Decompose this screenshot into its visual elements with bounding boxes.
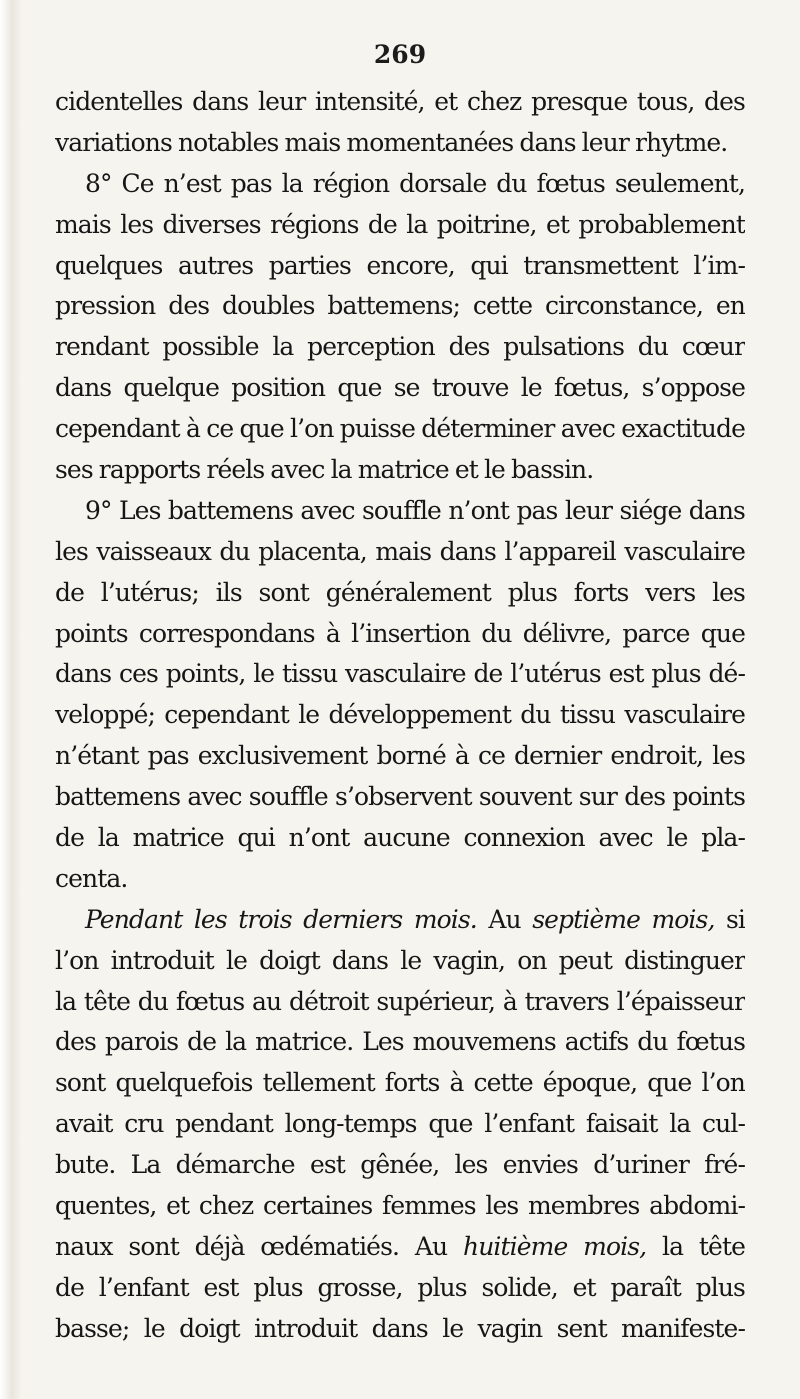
text-line: mais les diverses régions de la poitrine, et probablement xyxy=(55,209,745,239)
text-line: cidentelles dans leur intensité, et chez presque tous, des xyxy=(55,87,745,116)
italic-text: septième mois, xyxy=(532,904,715,934)
text-line: ses rapports réels avec la matrice et le bassin. xyxy=(55,455,594,485)
text-line: les vaisseaux du placenta, mais dans l’appareil vasculaire xyxy=(55,536,745,566)
text-line: l’on introduit le doigt dans le vagin, on peut distinguer xyxy=(55,945,745,975)
text-line xyxy=(55,900,745,941)
text-line: de l’enfant est plus grosse, plus solide, et paraît plus xyxy=(55,1272,745,1302)
text-line: cependant à ce que l’on puisse déterminer avec exactitude xyxy=(55,414,745,444)
text-line: dans quelque position que se trouve le fœtus, s’oppose xyxy=(55,373,745,403)
text-line xyxy=(55,1227,745,1268)
body-text xyxy=(55,82,745,1350)
text-line: sont quelquefois tellement forts à cette époque, que l’on xyxy=(55,1068,745,1098)
text-line: veloppé; cependant le développement du tissu vasculaire xyxy=(55,700,745,730)
text-line: rendant possible la perception des pulsations du cœur xyxy=(55,332,745,362)
text-segment: Au xyxy=(476,904,533,934)
text-line: bute. La démarche est gênée, les envies d’uriner fré- xyxy=(55,1150,745,1180)
text-line: points correspondans à l’insertion du délivre, parce que xyxy=(55,618,745,648)
text-line: la tête du fœtus au détroit supérieur, à travers l’épaisseur xyxy=(55,986,745,1016)
text-line: 9° Les battemens avec souffle n’ont pas leur siége dans xyxy=(85,495,745,525)
text-line: n’étant pas exclusivement borné à ce dernier endroit, les xyxy=(55,741,745,771)
text-line: centa. xyxy=(55,863,128,893)
text-segment: si xyxy=(714,904,745,934)
text-segment: la tête xyxy=(646,1231,745,1261)
italic-text: huitième mois, xyxy=(463,1231,647,1261)
page-gutter-shadow xyxy=(0,0,22,1399)
text-line: des parois de la matrice. Les mouvemens actifs du fœtus xyxy=(55,1027,745,1057)
text-line: battemens avec souffle s’observent souvent sur des points xyxy=(55,782,745,812)
text-line: de l’utérus; ils sont généralement plus forts vers les xyxy=(55,577,745,607)
text-line: de la matrice qui n’ont aucune connexion avec le pla- xyxy=(55,823,745,853)
text-line: dans ces points, le tissu vasculaire de l’utérus est plus dé- xyxy=(55,659,745,689)
text-line: 8° Ce n’est pas la région dorsale du fœtus seulement, xyxy=(85,168,745,198)
page-number: 269 xyxy=(373,40,427,69)
text-line: quentes, et chez certaines femmes les membres abdomi- xyxy=(55,1191,745,1221)
text-line: variations notables mais momentanées dans leur rhytme. xyxy=(55,127,728,157)
text-line: basse; le doigt introduit dans le vagin sent manifeste- xyxy=(55,1313,745,1343)
text-line: quelques autres parties encore, qui transmettent l’im- xyxy=(55,250,745,280)
text-line: pression des doubles battemens; cette circonstance, en xyxy=(55,291,745,321)
italic-text: Pendant les trois derniers mois. xyxy=(85,904,477,934)
text-line: avait cru pendant long-temps que l’enfant faisait la cul- xyxy=(55,1109,745,1139)
text-segment: naux sont déjà œdématiés. Au xyxy=(55,1231,464,1261)
